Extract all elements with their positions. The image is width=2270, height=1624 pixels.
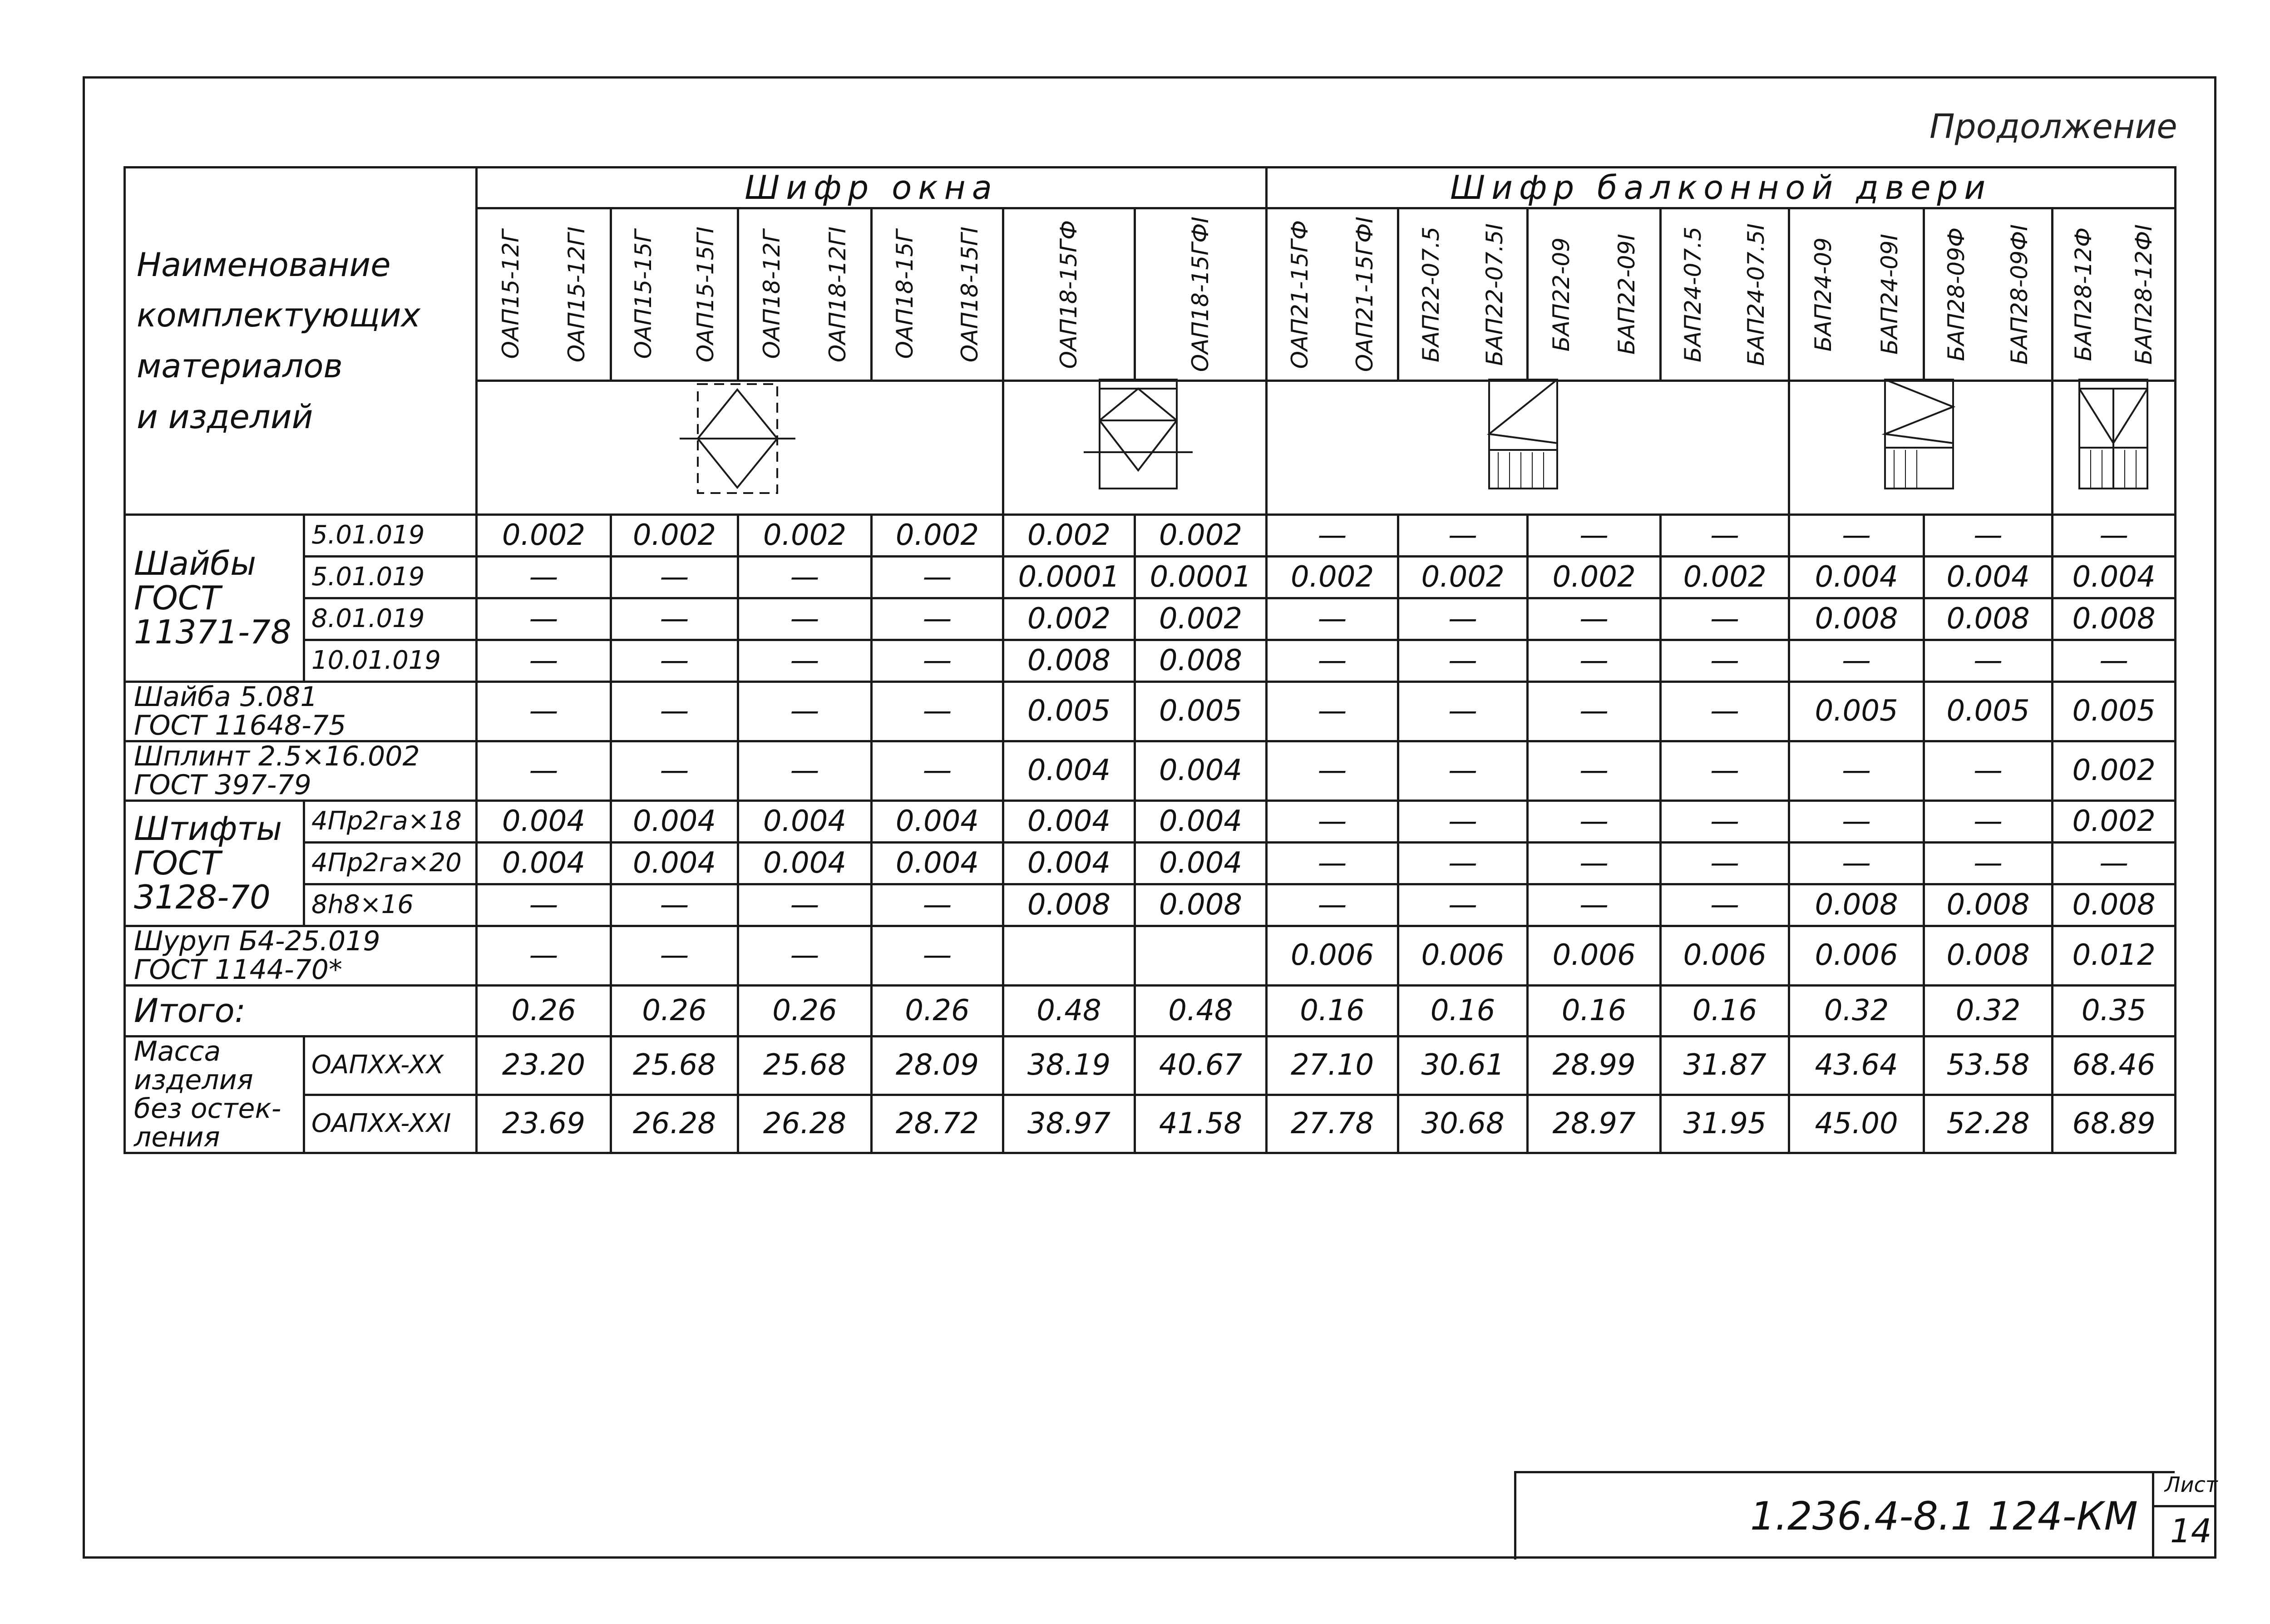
value-cell: 0.008 [1789,884,1924,926]
value-cell: — [872,598,1003,640]
row-label-line: Штифты [134,810,282,848]
value-cell: 0.008 [2053,598,2176,640]
value-cell: — [738,884,872,926]
value-cell: 0.26 [872,986,1003,1037]
value-cell: 0.0001 [1003,557,1135,598]
value-cell: 0.32 [1789,986,1924,1037]
cotter-label [125,741,477,801]
value-cell: — [477,557,611,598]
value-cell: 0.005 [1924,682,2053,741]
value-cell: 0.004 [872,843,1003,884]
value-cell: 0.26 [611,986,738,1037]
value-cell: 0.16 [1398,986,1528,1037]
value-cell: 0.002 [1135,598,1267,640]
value-cell: — [1267,884,1398,926]
code-label: ОАП18-12ГI [824,226,851,363]
value-cell: 0.26 [738,986,872,1037]
value-cell: 27.78 [1267,1095,1398,1153]
value-cell: 38.19 [1003,1037,1135,1095]
sheet-number: 14 [2170,1512,2212,1550]
value-cell: — [872,884,1003,926]
washer2-row [125,682,2176,741]
code-label: БАП22-07.5I [1481,223,1508,366]
materials-table-wrap [123,166,2174,1153]
code-label: БАП28-09Ф [1943,227,1970,361]
sheet-divider [2152,1505,2216,1507]
value-cell: — [2053,843,2176,884]
row-label-line: ГОСТ 397-79 [134,769,311,801]
washers-sub: 5.01.019 [304,557,477,598]
value-cell: 0.006 [1789,926,1924,986]
value-cell: 0.35 [2053,986,2176,1037]
code-label: БАП28-12ФI [2131,224,2157,365]
value-cell: 45.00 [1789,1095,1924,1153]
door-sketch-3 [2079,380,2147,489]
value-cell: — [872,557,1003,598]
value-cell: — [872,926,1003,986]
code-label: БАП22-09 [1548,237,1574,352]
value-cell: — [738,682,872,741]
value-cell: — [2053,515,2176,557]
value-cell: 0.002 [477,515,611,557]
code-label: ОАП18-12Г [759,230,785,359]
value-cell: 68.89 [2053,1095,2176,1153]
value-cell: — [477,682,611,741]
value-cell: — [1789,741,1924,801]
value-cell: 0.16 [1267,986,1398,1037]
value-cell: — [872,682,1003,741]
sketch-layer [123,166,2174,511]
mass-sub: ОАПXX-XX [304,1037,477,1095]
value-cell: — [1267,640,1398,682]
row-label-line: ГОСТ 3128-70 [134,844,271,917]
pins-row [125,801,2176,843]
value-cell: 0.48 [1003,986,1135,1037]
value-cell: 0.48 [1135,986,1267,1037]
value-cell: — [1528,741,1661,801]
value-cell: — [1398,640,1528,682]
value-cell: 53.58 [1924,1037,2053,1095]
value-cell: — [738,640,872,682]
door-group-header: Шифр балконной двери [1267,168,2176,208]
window-sketch-2 [1084,380,1193,489]
code-label: БАП24-09 [1810,237,1836,352]
value-cell: — [738,741,872,801]
value-cell: 0.008 [1789,598,1924,640]
value-cell: 0.004 [1003,801,1135,843]
value-cell: 0.16 [1661,986,1789,1037]
washers-label [125,515,304,682]
screws-row [125,926,2176,986]
code-label: ОАП15-12ГI [563,226,590,363]
washers-sub: 5.01.019 [304,515,477,557]
value-cell: 0.0001 [1135,557,1267,598]
value-cell [1135,926,1267,986]
value-cell: — [1528,801,1661,843]
value-cell: 0.005 [2053,682,2176,741]
code-label: ОАП18-15ГI [956,226,983,363]
value-cell: — [477,741,611,801]
value-cell: 0.008 [1135,640,1267,682]
mass-label [125,1037,304,1153]
value-cell: 23.69 [477,1095,611,1153]
value-cell: 0.004 [1003,741,1135,801]
value-cell: 0.004 [1135,843,1267,884]
value-cell: 0.006 [1267,926,1398,986]
value-cell: — [477,598,611,640]
value-cell: 0.004 [2053,557,2176,598]
window-group-header: Шифр окна [477,168,1267,208]
value-cell: 30.61 [1398,1037,1528,1095]
value-cell: — [1398,801,1528,843]
code-label: БАП24-07.5I [1743,223,1770,366]
value-cell: 0.002 [611,515,738,557]
value-cell: — [738,557,872,598]
value-cell: — [477,640,611,682]
value-cell: 52.28 [1924,1095,2053,1153]
value-cell: 0.002 [2053,801,2176,843]
row-label-line: Шайба 5.081 [134,681,318,713]
drawing-code: 1.236.4-8.1 124-КМ [1750,1494,2138,1539]
value-cell: 0.005 [1135,682,1267,741]
value-cell [1003,926,1135,986]
washer2-label [125,682,477,741]
code-label: БАП24-09I [1876,234,1903,355]
value-cell: — [1661,598,1789,640]
value-cell: — [1528,515,1661,557]
row-label-line: без остек- [134,1093,281,1125]
value-cell: 0.002 [738,515,872,557]
code-label: БАП28-12Ф [2070,227,2097,361]
value-cell: 0.002 [1661,557,1789,598]
value-cell: — [611,598,738,640]
screws-label [125,926,477,986]
value-cell: 28.97 [1528,1095,1661,1153]
value-cell: — [1789,515,1924,557]
value-cell: 31.87 [1661,1037,1789,1095]
value-cell: 0.008 [1003,640,1135,682]
value-cell: 0.004 [611,843,738,884]
value-cell: 27.10 [1267,1037,1398,1095]
name-header-line: и изделий [137,397,313,436]
value-cell: 0.006 [1398,926,1528,986]
value-cell: 0.16 [1528,986,1661,1037]
value-cell: 0.004 [872,801,1003,843]
code-label: ОАП15-12Г [497,230,524,359]
value-cell: — [1924,640,2053,682]
value-cell: — [1267,682,1398,741]
value-cell: 0.008 [1924,598,2053,640]
code-label: БАП22-09I [1613,234,1640,355]
value-cell: 41.58 [1135,1095,1267,1153]
value-cell: 0.002 [1528,557,1661,598]
name-header-line: комплектующих [137,296,421,335]
value-cell: — [611,884,738,926]
value-cell: — [1661,640,1789,682]
code-label: ОАП18-15Г [892,230,918,359]
row-label-line: Шуруп Б4-25.019 [134,926,380,957]
value-cell: — [1528,682,1661,741]
washers-sub: 8.01.019 [304,598,477,640]
value-cell: 0.008 [1924,926,2053,986]
value-cell: 0.002 [1003,515,1135,557]
value-cell: 26.28 [738,1095,872,1153]
row-label-line: 11371-78 [134,613,291,652]
name-header-line: Наименование [137,245,391,284]
value-cell: 0.004 [738,801,872,843]
value-cell: — [1789,640,1924,682]
row-label-line: Шайбы [134,544,257,583]
code-label: БАП28-09ФI [2006,224,2033,365]
value-cell: — [1661,801,1789,843]
value-cell: — [1528,640,1661,682]
value-cell: 68.46 [2053,1037,2176,1095]
value-cell: — [1661,682,1789,741]
door-sketch-1 [1489,380,1557,489]
total-label: Итого: [125,986,477,1037]
sheet-label: Лист [2165,1472,2218,1497]
value-cell: — [611,640,738,682]
value-cell: 0.008 [1135,884,1267,926]
value-cell: — [1789,801,1924,843]
value-cell: 31.95 [1661,1095,1789,1153]
cotter-row [125,741,2176,801]
value-cell: — [1924,843,2053,884]
value-cell: — [1924,801,2053,843]
value-cell: 0.002 [1398,557,1528,598]
value-cell: — [872,640,1003,682]
value-cell: — [1267,598,1398,640]
value-cell: — [1398,682,1528,741]
value-cell: 0.008 [1003,884,1135,926]
pins-label [125,801,304,926]
value-cell: — [872,741,1003,801]
value-cell: — [477,926,611,986]
row-label-line: ГОСТ 1144-70* [134,954,342,986]
value-cell: 28.72 [872,1095,1003,1153]
value-cell: 0.32 [1924,986,2053,1037]
washers-sub: 10.01.019 [304,640,477,682]
value-cell: 28.99 [1528,1037,1661,1095]
code-label: ОАП15-15ГI [692,226,719,363]
code-label: БАП24-07.5 [1680,226,1707,363]
value-cell: 25.68 [738,1037,872,1095]
pins-row [125,884,2176,926]
value-cell: — [2053,640,2176,682]
value-cell: — [738,926,872,986]
value-cell: — [611,926,738,986]
value-cell: 43.64 [1789,1037,1924,1095]
row-label-line: Масса [134,1036,221,1067]
pins-sub: 8h8×16 [304,884,477,926]
value-cell: 28.09 [872,1037,1003,1095]
washers-row [125,598,2176,640]
value-cell: 26.28 [611,1095,738,1153]
value-cell: 0.004 [1135,741,1267,801]
window-sketch-1 [680,384,795,493]
value-cell: — [611,557,738,598]
value-cell: 25.68 [611,1037,738,1095]
value-cell: 0.004 [1003,843,1135,884]
value-cell: — [611,741,738,801]
value-cell: 38.97 [1003,1095,1135,1153]
value-cell: — [1528,598,1661,640]
value-cell: — [1528,884,1661,926]
value-cell: — [1398,843,1528,884]
value-cell: — [611,682,738,741]
mass-sub: ОАПXX-XXI [304,1095,477,1153]
value-cell: 0.004 [611,801,738,843]
name-header-line: материалов [137,347,343,385]
row-label-line: ГОСТ 11648-75 [134,710,346,741]
mass-row [125,1037,2176,1095]
value-cell: — [1267,515,1398,557]
value-cell: 0.004 [477,801,611,843]
row-label-line: ГОСТ [134,578,221,617]
value-cell: 0.006 [1661,926,1789,986]
value-cell: 0.002 [2053,741,2176,801]
value-cell: — [1661,884,1789,926]
value-cell: — [1267,843,1398,884]
total-row [125,986,2176,1037]
value-cell: — [1661,843,1789,884]
value-cell: — [1661,741,1789,801]
door-sketch-2 [1885,380,1953,489]
value-cell: — [1789,843,1924,884]
value-cell: — [738,598,872,640]
code-label: БАП22-07.5 [1417,226,1444,363]
row-label-line: Шплинт 2.5×16.002 [134,741,420,772]
value-cell: — [1924,741,2053,801]
value-cell: 30.68 [1398,1095,1528,1153]
value-cell: 0.004 [1135,801,1267,843]
value-cell: — [1398,741,1528,801]
code-label: ОАП18-15ГФI [1187,217,1214,372]
value-cell: — [477,884,611,926]
value-cell: 0.005 [1003,682,1135,741]
value-cell: 0.002 [1267,557,1398,598]
value-cell: 0.002 [872,515,1003,557]
row-label-line: ления [134,1121,220,1153]
value-cell: — [1924,515,2053,557]
value-cell: — [1661,515,1789,557]
value-cell: 0.004 [1789,557,1924,598]
value-cell: 0.008 [2053,884,2176,926]
code-label: ОАП15-15Г [630,230,656,359]
value-cell: 40.67 [1135,1037,1267,1095]
pins-sub: 4Пр2га×18 [304,801,477,843]
value-cell: 0.004 [1924,557,2053,598]
code-label: ОАП21-15ГФI [1351,217,1378,372]
value-cell: 23.20 [477,1037,611,1095]
pins-row [125,843,2176,884]
washers-row [125,557,2176,598]
value-cell: — [1398,884,1528,926]
row-label-line: изделия [134,1064,253,1096]
value-cell: — [1398,598,1528,640]
code-label: ОАП18-15ГФ [1056,220,1082,369]
mass-row [125,1095,2176,1153]
value-cell: 0.012 [2053,926,2176,986]
value-cell: 0.002 [1135,515,1267,557]
code-label: ОАП21-15ГФ [1287,220,1313,369]
value-cell: 0.008 [1924,884,2053,926]
value-cell: 0.004 [738,843,872,884]
value-cell: 0.004 [477,843,611,884]
washers-row [125,640,2176,682]
value-cell: 0.006 [1528,926,1661,986]
value-cell: — [1267,801,1398,843]
value-cell: — [1398,515,1528,557]
value-cell: — [1267,741,1398,801]
washers-row [125,515,2176,557]
value-cell: 0.26 [477,986,611,1037]
continuation-label: Продолжение [1930,107,2177,146]
value-cell: 0.005 [1789,682,1924,741]
value-cell: 0.002 [1003,598,1135,640]
value-cell: — [1528,843,1661,884]
pins-sub: 4Пр2га×20 [304,843,477,884]
